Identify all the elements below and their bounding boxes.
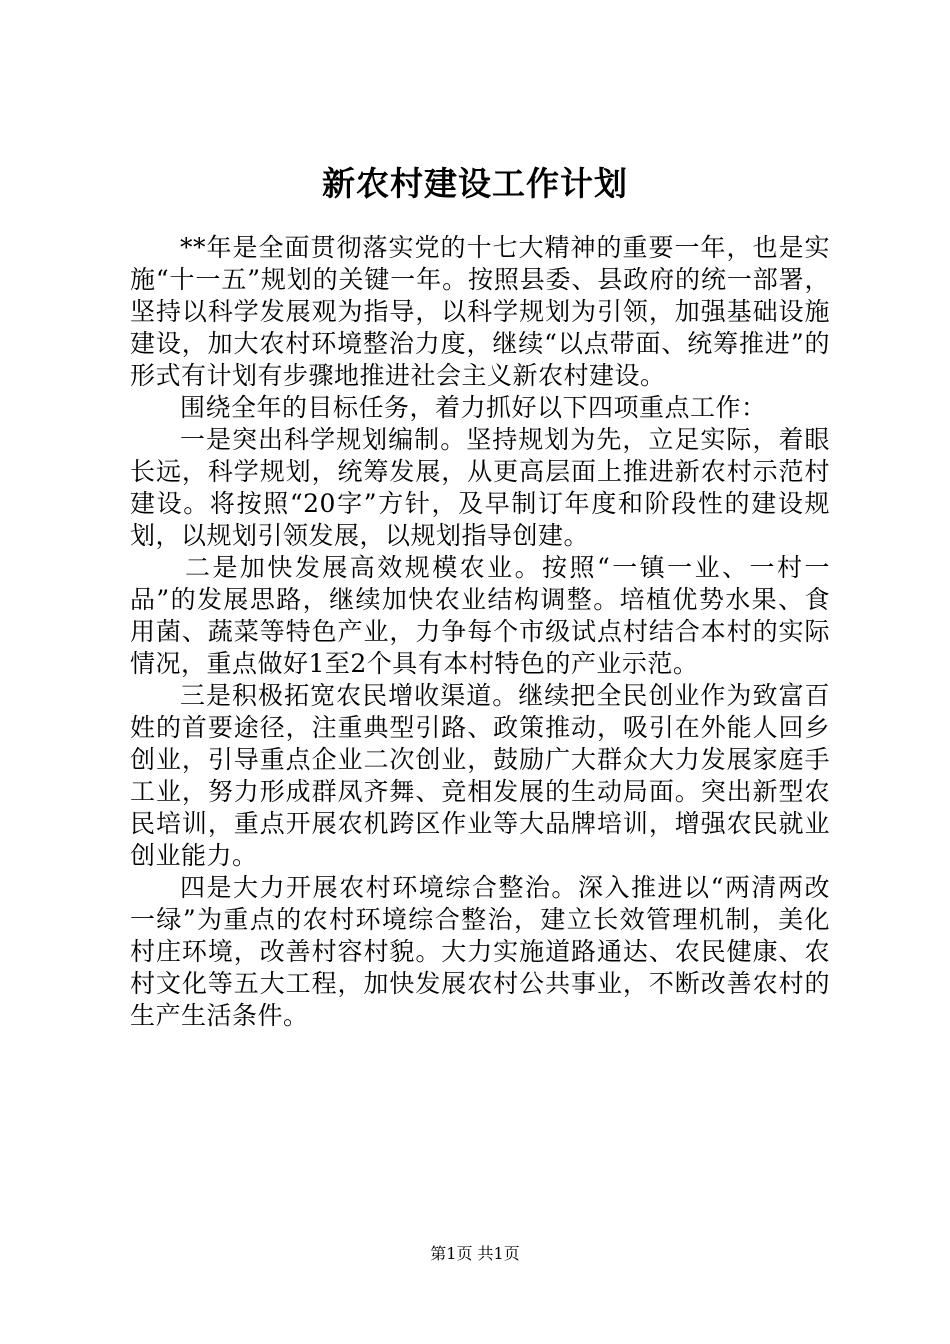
document-title: 新农村建设工作计划	[322, 164, 628, 203]
paragraph-task-3: 三是积极拓宽农民增收渠道。继续把全民创业作为致富百姓的首要途径，注重典型引路、政策推动，吸引在外能人回乡创业，引导重点企业二次创业，鼓励广大群众大力发展家庭手工业，努力形成群凤齐舞、竞相发展的生动局面。突出新型农民培训，重点开展农机跨区作业等大品牌培训，增强农民就业创业能力。	[130, 681, 830, 870]
paragraph-task-2: 二是加快发展高效规模农业。按照“一镇一业、一村一品”的发展思路，继续加快农业结构调整。培植优势水果、食用菌、蔬菜等特色产业，力争每个市级试点村结合本村的实际情况，重点做好1至2个具有本村特色的产业示范。	[130, 553, 830, 678]
document-body	[130, 232, 830, 1032]
paragraph-task-1: 一是突出科学规划编制。坚持规划为先，立足实际，着眼长远，科学规划，统筹发展，从更高层面上推进新农村示范村建设。将按照“20字”方针，及早制订年度和阶段性的建设规划，以规划引领发展，以规划指导创建。	[130, 425, 830, 550]
paragraph-task-4: 四是大力开展农村环境综合整治。深入推进以“两清两改一绿”为重点的农村环境综合整治，建立长效管理机制，美化村庄环境，改善村容村貌。大力实施道路通达、农民健康、农村文化等五大工程，加快发展农村公共事业，不断改善农村的生产生活条件。	[130, 873, 830, 1030]
page-number-footer: 第1页 共1页	[430, 1244, 520, 1263]
paragraph-overview: 围绕全年的目标任务，着力抓好以下四项重点工作：	[180, 393, 767, 422]
paragraph-intro: **年是全面贯彻落实党的十七大精神的重要一年，也是实施“十一五”规划的关键一年。按照县委、县政府的统一部署，坚持以科学发展观为指导，以科学规划为引领，加强基础设施建设，加大农村环境整治力度，继续“以点带面、统筹推进”的形式有计划有步骤地推进社会主义新农村建设。	[130, 233, 830, 390]
